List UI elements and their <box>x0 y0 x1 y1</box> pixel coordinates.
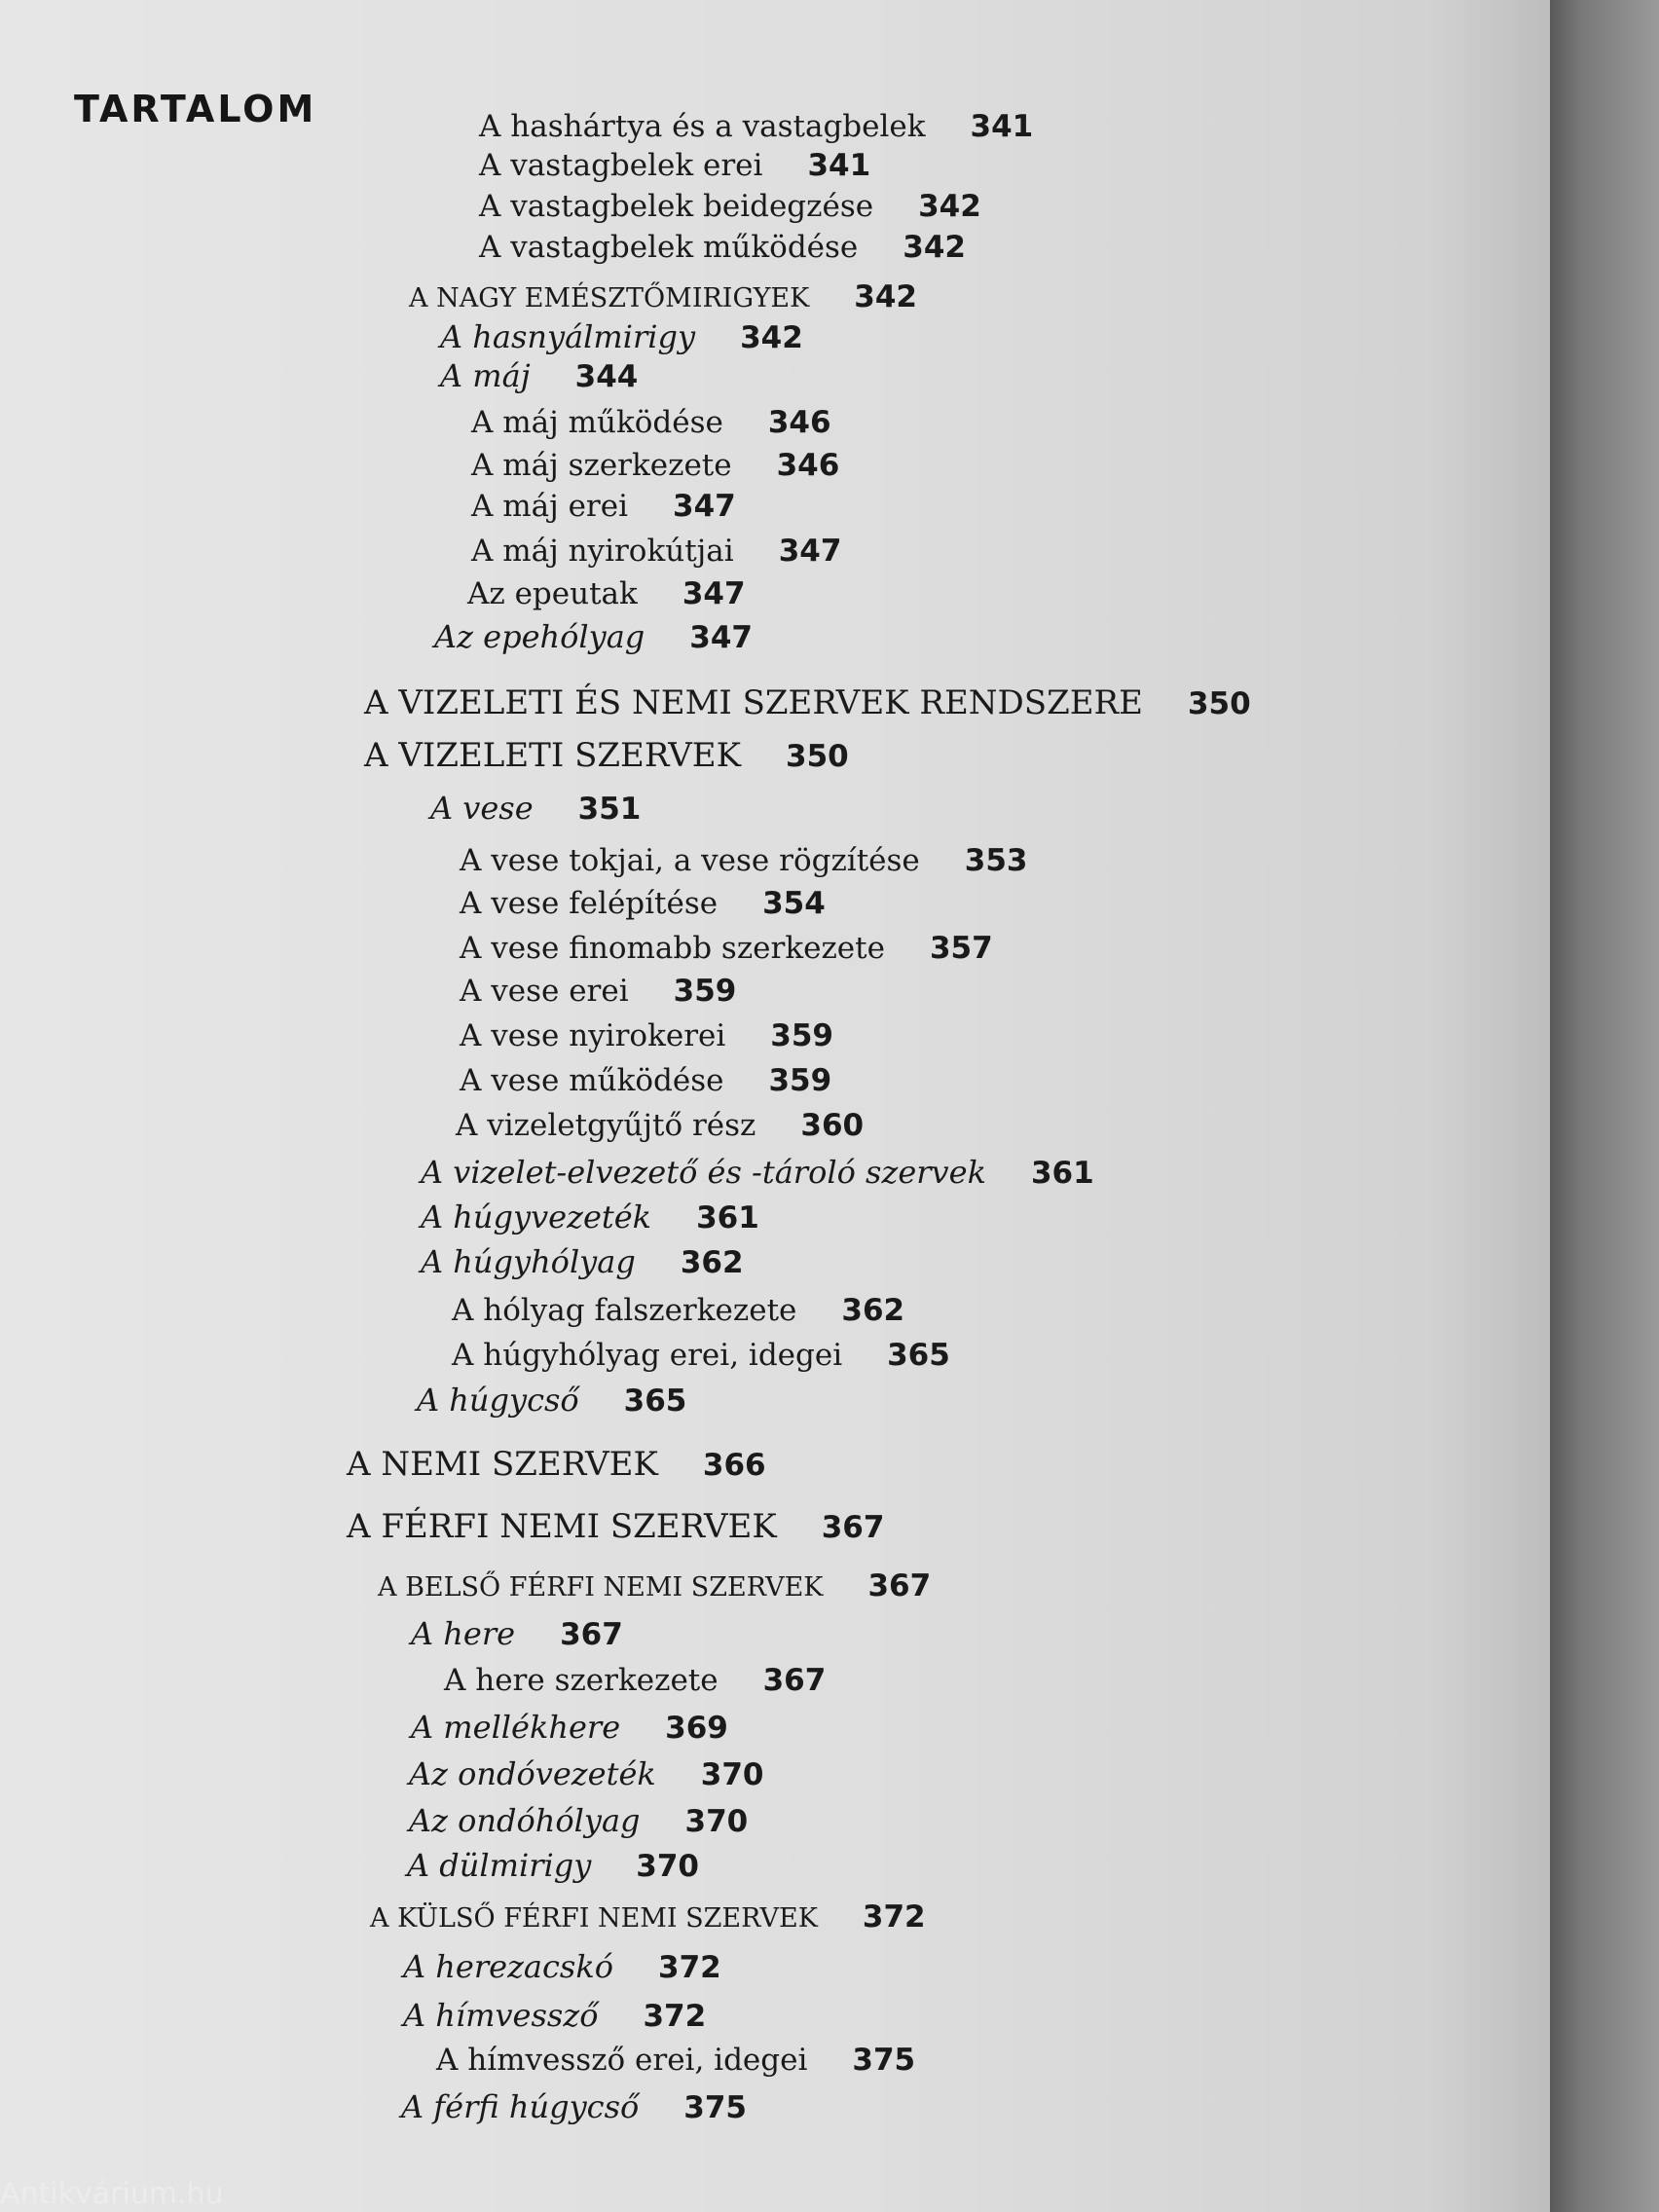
toc-entry-title: A máj erei <box>471 489 629 524</box>
toc-entry-page-number: 372 <box>658 1950 721 1985</box>
toc-entry-title: A dülmirigy <box>407 1847 592 1884</box>
toc-entry-title: A hímvessző erei, idegei <box>436 2043 808 2078</box>
toc-entry-page-number: 344 <box>574 359 639 394</box>
toc-entry-page-number: 370 <box>684 1804 749 1839</box>
toc-entry <box>364 683 1251 723</box>
toc-entry-page-number: 342 <box>918 189 981 224</box>
toc-entry <box>452 1291 904 1330</box>
toc-entry-page-number: 351 <box>577 792 642 827</box>
toc-entry <box>440 317 803 357</box>
toc-entry-page-number: 361 <box>696 1200 759 1235</box>
toc-entry-title: A húgyhólyag erei, idegei <box>452 1338 843 1373</box>
toc-entry <box>471 487 736 526</box>
toc-entry-page-number: 347 <box>689 620 753 655</box>
toc-entry-page-number: 375 <box>852 2043 916 2078</box>
toc-entry-page-number: 367 <box>560 1617 623 1652</box>
toc-entry-page-number: 361 <box>1030 1156 1094 1191</box>
toc-entry-page-number: 353 <box>964 843 1028 878</box>
toc-entry-page-number: 357 <box>929 931 993 966</box>
toc-entry <box>479 146 870 185</box>
toc-entry-title: A mellékhere <box>411 1709 621 1746</box>
toc-entry-title: A BELSŐ FÉRFI NEMI SZERVEK <box>378 1572 824 1603</box>
toc-entry <box>479 187 981 226</box>
toc-entry <box>370 1897 926 1938</box>
toc-entry <box>403 1947 721 1987</box>
toc-entry-title: A here szerkezete <box>444 1663 719 1698</box>
toc-entry-title: A herezacskó <box>403 1948 613 1985</box>
toc-entry-title: A vese finomabb szerkezete <box>460 931 885 966</box>
toc-entry <box>364 736 849 776</box>
toc-entry <box>421 1242 744 1282</box>
watermark: Antikvárium.hu <box>0 2177 224 2211</box>
toc-entry <box>460 972 736 1011</box>
toc-entry <box>434 617 753 657</box>
toc-entry-title: A VIZELETI ÉS NEMI SZERVEK RENDSZERE <box>364 683 1143 722</box>
toc-entry <box>471 446 839 485</box>
toc-entry-title: A vese nyirokerei <box>460 1018 726 1053</box>
toc-entry-page-number: 346 <box>776 448 840 483</box>
toc-entry <box>430 789 641 829</box>
toc-entry-title: Az epehólyag <box>434 618 645 655</box>
toc-entry <box>471 403 831 442</box>
toc-entry-page-number: 367 <box>821 1510 885 1545</box>
toc-entry-title: A VIZELETI SZERVEK <box>364 736 741 775</box>
toc-entry-title: A máj szerkezete <box>471 448 732 483</box>
toc-entry-title: A NAGY EMÉSZTŐMIRIGYEK <box>409 283 810 313</box>
toc-entry <box>467 574 746 613</box>
toc-entry-title: A máj működése <box>471 405 723 440</box>
toc-entry-page-number: 342 <box>903 230 966 265</box>
toc-entry <box>456 1106 864 1145</box>
toc-entry-page-number: 346 <box>767 405 831 440</box>
toc-entry <box>403 1996 706 2036</box>
toc-entry-title: A máj <box>440 357 531 394</box>
toc-entry-page-number: 347 <box>778 534 842 569</box>
toc-entry <box>421 1198 759 1237</box>
toc-entry <box>401 2087 747 2127</box>
toc-entry-page-number: 350 <box>786 739 849 774</box>
toc-entry <box>436 2041 915 2080</box>
toc-entry-title: A hímvessző <box>403 1997 599 2034</box>
toc-entry <box>409 276 917 318</box>
toc-entry <box>479 228 966 267</box>
toc-entry <box>444 1661 826 1700</box>
page-edge-shadow <box>1550 0 1659 2212</box>
toc-entry-title: Az ondóvezeték <box>409 1755 656 1792</box>
toc-entry-page-number: 367 <box>762 1663 827 1698</box>
toc-entry-page-number: 354 <box>762 886 826 921</box>
toc-entry-page-number: 347 <box>682 576 746 611</box>
toc-entry-page-number: 362 <box>841 1293 905 1328</box>
toc-entry-title: A NEMI SZERVEK <box>347 1445 658 1484</box>
toc-entry-title: A vese felépítése <box>460 886 719 921</box>
toc-entry-page-number: 341 <box>970 109 1034 144</box>
toc-entry-title: A vese <box>430 790 534 827</box>
toc-entry-page-number: 342 <box>854 279 917 314</box>
toc-entry-title: Az ondóhólyag <box>409 1802 641 1839</box>
toc-entry <box>407 1846 699 1886</box>
toc-entry <box>460 884 826 923</box>
toc-entry <box>460 841 1027 880</box>
toc-entry-title: A húgycső <box>417 1382 579 1419</box>
toc-entry <box>417 1381 686 1420</box>
toc-entry <box>460 929 993 968</box>
toc-entry-title: A hasnyálmirigy <box>440 318 696 355</box>
toc-entry <box>411 1614 623 1654</box>
toc-entry-page-number: 362 <box>680 1245 744 1280</box>
toc-entry-title: A KÜLSŐ FÉRFI NEMI SZERVEK <box>370 1903 818 1934</box>
toc-entry-page-number: 360 <box>800 1108 865 1143</box>
toc-entry-title: A vese erei <box>460 974 629 1009</box>
toc-entry <box>421 1153 1094 1193</box>
toc-entry-title: A vese tokjai, a vese rögzítése <box>460 843 920 878</box>
toc-entry-page-number: 370 <box>700 1757 764 1792</box>
toc-entry-title: A vastagbelek beidegzése <box>479 189 874 224</box>
toc-entry-title: A férfi húgycső <box>401 2088 640 2125</box>
toc-entry-page-number: 366 <box>702 1448 766 1483</box>
toc-entry-title: A vizeletgyűjtő rész <box>456 1108 756 1143</box>
toc-entry <box>460 1016 833 1055</box>
toc-entry-title: A FÉRFI NEMI SZERVEK <box>347 1507 777 1546</box>
toc-entry <box>409 1801 748 1841</box>
toc-entry-title: Az epeutak <box>467 576 638 611</box>
toc-entry <box>411 1708 728 1748</box>
toc-entry <box>347 1445 766 1485</box>
toc-entry <box>479 107 1033 146</box>
toc-entry-title: A vastagbelek működése <box>479 230 859 265</box>
toc-entry-title: A máj nyirokútjai <box>471 534 734 569</box>
toc-entry-title: A here <box>411 1615 516 1652</box>
toc-entry-page-number: 341 <box>807 148 871 183</box>
toc-entry-page-number: 369 <box>665 1711 728 1746</box>
toc-entry-title: A húgyhólyag <box>421 1243 636 1280</box>
toc-entry-page-number: 372 <box>643 1999 707 2034</box>
toc-entry-page-number: 375 <box>683 2090 747 2125</box>
toc-entry <box>452 1336 950 1375</box>
toc-entry <box>460 1061 831 1100</box>
toc-entry-title: A vastagbelek erei <box>479 148 763 183</box>
toc-entry-title: A vese működése <box>460 1063 724 1098</box>
toc-entry-page-number: 359 <box>770 1018 834 1053</box>
toc-entry <box>409 1754 763 1794</box>
toc-entry-page-number: 350 <box>1187 686 1251 721</box>
toc-entry-page-number: 347 <box>673 489 736 524</box>
toc-heading: TARTALOM <box>74 88 317 130</box>
toc-entry <box>378 1566 931 1607</box>
toc-entry <box>440 356 638 396</box>
toc-entry-page-number: 365 <box>623 1383 687 1419</box>
toc-entry-title: A hólyag falszerkezete <box>452 1293 797 1328</box>
toc-entry-page-number: 365 <box>887 1338 950 1373</box>
toc-entry <box>471 532 841 571</box>
toc-entry-title: A húgyvezeték <box>421 1198 652 1235</box>
toc-entry-page-number: 359 <box>673 974 737 1009</box>
toc-entry-page-number: 342 <box>740 320 803 355</box>
toc-entry-title: A vizelet-elvezető és -tároló szervek <box>421 1154 986 1191</box>
toc-entry-page-number: 372 <box>862 1899 926 1935</box>
toc-entry-page-number: 370 <box>636 1849 699 1884</box>
toc-entry-page-number: 367 <box>867 1568 932 1604</box>
toc-entry <box>347 1507 884 1547</box>
toc-entry-title: A hashártya és a vastagbelek <box>479 109 926 144</box>
toc-entry-page-number: 359 <box>768 1063 832 1098</box>
